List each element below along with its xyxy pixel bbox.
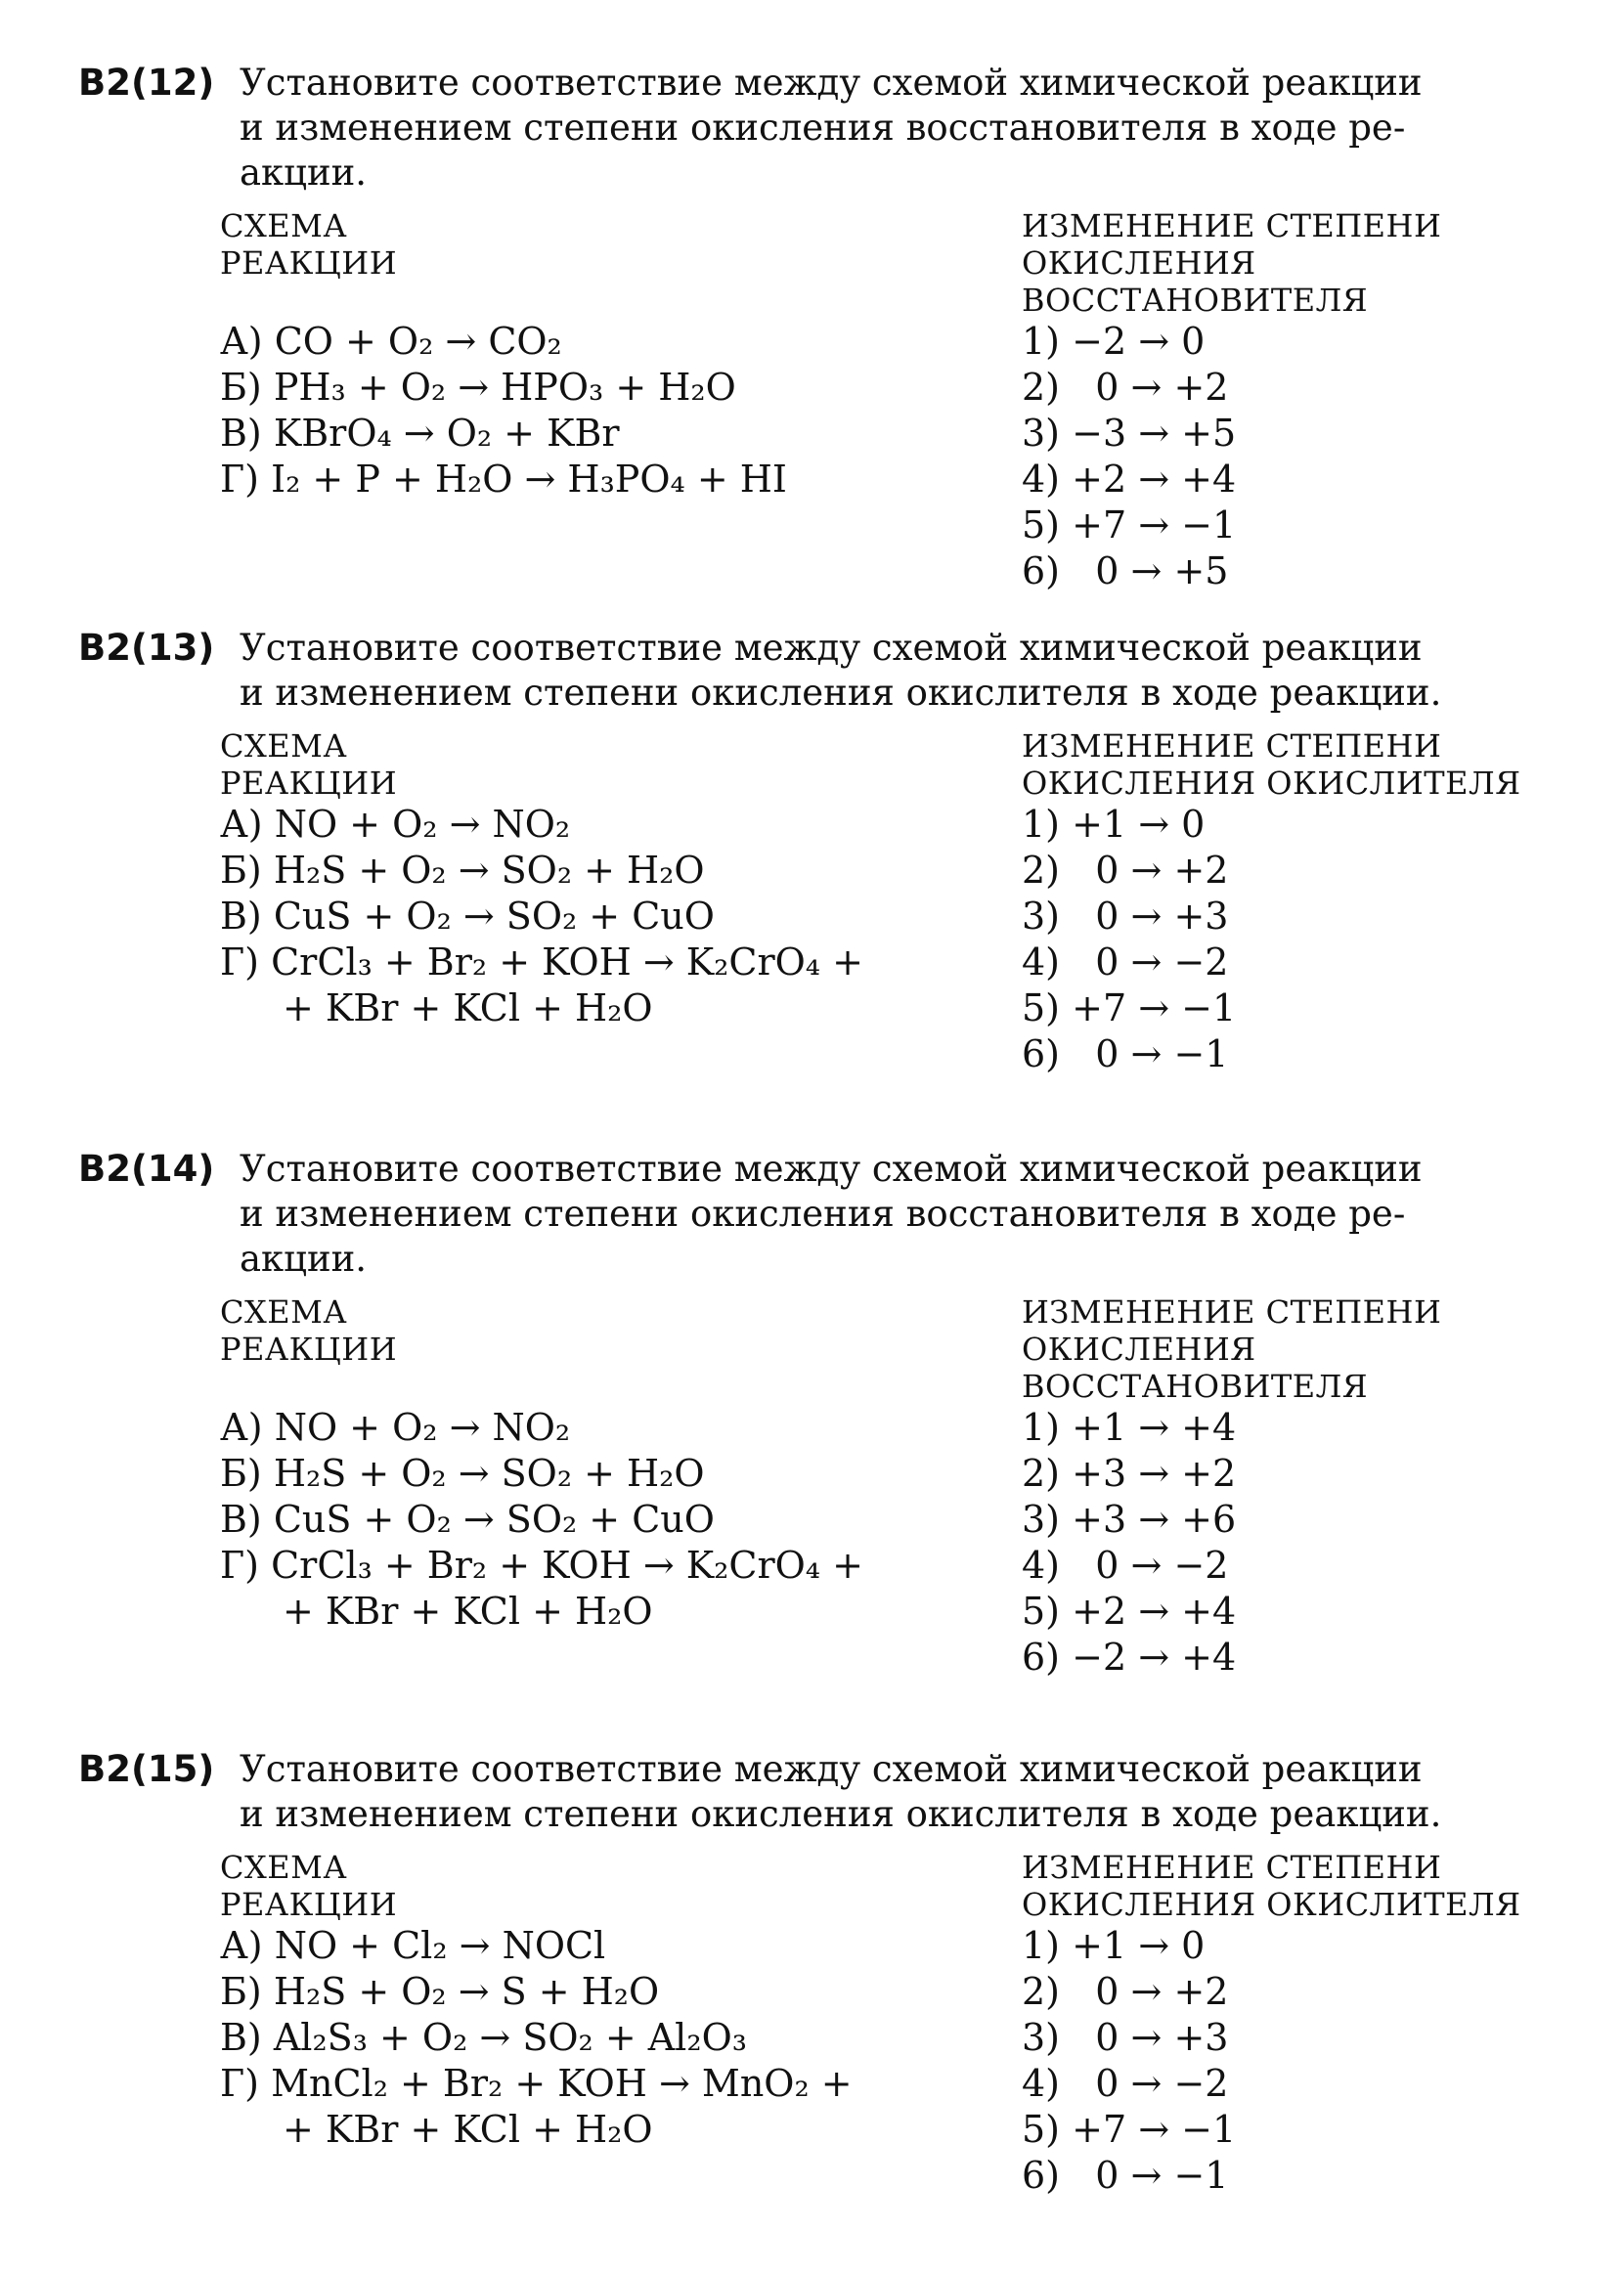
option-label: 1) (1022, 1406, 1061, 1449)
header-line: ВОССТАНОВИТЕЛЯ (1022, 1368, 1369, 1405)
column-header (220, 727, 904, 802)
option-6 (1022, 548, 1569, 594)
header-line: ИЗМЕНЕНИЕ СТЕПЕНИ (1022, 1849, 1442, 1886)
option-1 (1022, 1923, 1569, 1969)
option-label: 1) (1022, 803, 1061, 846)
option-label: 2) (1022, 1970, 1061, 2013)
option-value: 0 → +2 (1072, 1970, 1229, 2013)
option-6 (1022, 1635, 1569, 1681)
reaction-label: Г) (220, 458, 259, 501)
question-line: акции. (240, 152, 368, 194)
reaction-equation: PH₃ + O₂ → HPO₃ + H₂O (273, 366, 736, 409)
reaction-label: Г) (220, 2062, 259, 2105)
column-header (1022, 1293, 1569, 1405)
answer-column (1022, 1849, 1569, 2199)
option-value: 0 → −2 (1072, 940, 1229, 984)
reaction-equation: CuS + O₂ → SO₂ + CuO (273, 1498, 715, 1541)
option-value: +3 → +2 (1072, 1452, 1237, 1495)
task-question (240, 1147, 1559, 1282)
header-line: ОКИСЛЕНИЯ (1022, 244, 1256, 282)
option-value: 0 → +2 (1072, 849, 1229, 892)
option-label: 5) (1022, 503, 1061, 547)
reaction-v (220, 2015, 904, 2061)
reaction-label: Б) (220, 1452, 262, 1495)
option-1 (1022, 319, 1569, 365)
column-header (220, 1293, 904, 1368)
option-value: +2 → +4 (1072, 1590, 1237, 1633)
reaction-equation: Al₂S₃ + O₂ → SO₂ + Al₂O₃ (273, 2016, 747, 2059)
reaction-equation: H₂S + O₂ → S + H₂O (273, 1970, 660, 2013)
reaction-v (220, 1497, 904, 1543)
option-value: +2 → +4 (1072, 458, 1237, 501)
column-header (1022, 727, 1569, 802)
reaction-label: А) (220, 1924, 263, 1967)
header-line: СХЕМА (220, 207, 348, 244)
header-line: РЕАКЦИИ (220, 1886, 398, 1923)
reaction-equation: NO + O₂ → NO₂ (274, 803, 571, 846)
reaction-a (220, 1405, 904, 1451)
option-label: 5) (1022, 1590, 1061, 1633)
option-value: 0 → +5 (1072, 549, 1229, 592)
header-line: ОКИСЛЕНИЯ (1022, 1331, 1256, 1368)
option-label: 5) (1022, 2108, 1061, 2151)
header-line: СХЕМА (220, 727, 348, 765)
option-5 (1022, 2107, 1569, 2153)
reaction-equation: NO + Cl₂ → NOCl (274, 1924, 606, 1967)
header-line: СХЕМА (220, 1849, 348, 1886)
question-line: Установите соответствие между схемой химической реакции (240, 627, 1423, 669)
option-2 (1022, 848, 1569, 894)
answer-column (1022, 727, 1569, 1077)
option-label: 6) (1022, 549, 1061, 592)
reaction-label: А) (220, 803, 263, 846)
column-header (220, 207, 904, 282)
reaction-equation: KBrO₄ → O₂ + KBr (273, 412, 620, 455)
task-question (240, 626, 1559, 716)
reaction-equation: CrCl₃ + Br₂ + KOH → K₂CrO₄ + (271, 940, 863, 984)
reaction-b (220, 365, 904, 411)
option-label: 2) (1022, 1452, 1061, 1495)
option-value: 0 → −1 (1072, 2154, 1229, 2197)
reaction-continuation: + KBr + KCl + H₂O (283, 1590, 653, 1633)
task-b2-12 (78, 61, 1564, 592)
option-value: 0 → +3 (1072, 2016, 1229, 2059)
option-value: +7 → −1 (1072, 986, 1237, 1029)
option-5 (1022, 985, 1569, 1031)
header-line: ВОССТАНОВИТЕЛЯ (1022, 282, 1369, 319)
option-4 (1022, 457, 1569, 503)
task-number: B2(13) (78, 627, 215, 669)
option-6 (1022, 2153, 1569, 2199)
reaction-g (220, 457, 904, 503)
task-number: B2(12) (78, 62, 215, 104)
header-line: ИЗМЕНЕНИЕ СТЕПЕНИ (1022, 207, 1442, 244)
reaction-continuation: + KBr + KCl + H₂O (283, 2108, 653, 2151)
reaction-equation: H₂S + O₂ → SO₂ + H₂O (273, 1452, 705, 1495)
option-value: +7 → −1 (1072, 2108, 1237, 2151)
reaction-label: Б) (220, 366, 262, 409)
option-6 (1022, 1031, 1569, 1077)
reaction-equation: CO + O₂ → CO₂ (274, 320, 562, 363)
option-label: 6) (1022, 1032, 1061, 1075)
option-3 (1022, 894, 1569, 940)
option-3 (1022, 2015, 1569, 2061)
option-value: +3 → +6 (1072, 1498, 1237, 1541)
option-label: 6) (1022, 1636, 1061, 1679)
option-3 (1022, 1497, 1569, 1543)
option-4 (1022, 940, 1569, 985)
reaction-v (220, 411, 904, 457)
answer-column (1022, 207, 1569, 594)
reaction-equation: CrCl₃ + Br₂ + KOH → K₂CrO₄ + (271, 1544, 863, 1587)
header-line: РЕАКЦИИ (220, 1331, 398, 1368)
option-1 (1022, 802, 1569, 848)
option-2 (1022, 1451, 1569, 1497)
header-line: ОКИСЛЕНИЯ ОКИСЛИТЕЛЯ (1022, 765, 1521, 802)
header-line: РЕАКЦИИ (220, 244, 398, 282)
option-value: +1 → 0 (1072, 803, 1206, 846)
reaction-equation: I₂ + P + H₂O → H₃PO₄ + HI (271, 458, 787, 501)
reaction-g-continuation (220, 985, 904, 1031)
reaction-label: В) (220, 412, 262, 455)
option-label: 5) (1022, 986, 1061, 1029)
option-3 (1022, 411, 1569, 457)
option-value: −2 → 0 (1072, 320, 1206, 363)
question-line: и изменением степени окисления окислителя в ходе реакции. (240, 672, 1442, 714)
option-label: 1) (1022, 320, 1061, 363)
task-question (240, 61, 1559, 196)
reaction-label: В) (220, 1498, 262, 1541)
option-value: −3 → +5 (1072, 412, 1237, 455)
reaction-equation: MnCl₂ + Br₂ + KOH → MnO₂ + (271, 2062, 853, 2105)
header-line: СХЕМА (220, 1293, 348, 1331)
reaction-label: Г) (220, 940, 259, 984)
question-line: и изменением степени окисления восстановителя в ходе ре- (240, 1193, 1406, 1235)
reaction-label: А) (220, 320, 263, 363)
reaction-label: В) (220, 895, 262, 938)
reaction-column (220, 727, 904, 1031)
question-line: и изменением степени окисления восстановителя в ходе ре- (240, 107, 1406, 149)
reaction-equation: CuS + O₂ → SO₂ + CuO (273, 895, 715, 938)
reaction-v (220, 894, 904, 940)
option-label: 3) (1022, 1498, 1061, 1541)
answer-column (1022, 1293, 1569, 1681)
question-line: Установите соответствие между схемой химической реакции (240, 1148, 1423, 1190)
option-label: 4) (1022, 2062, 1061, 2105)
reaction-equation: NO + O₂ → NO₂ (274, 1406, 571, 1449)
option-value: 0 → −1 (1072, 1032, 1229, 1075)
option-value: 0 → −2 (1072, 1544, 1229, 1587)
option-label: 4) (1022, 1544, 1061, 1587)
header-line: РЕАКЦИИ (220, 765, 398, 802)
reaction-b (220, 1451, 904, 1497)
reaction-g (220, 2061, 904, 2107)
task-b2-14 (78, 1147, 1564, 1679)
option-label: 3) (1022, 412, 1061, 455)
option-label: 2) (1022, 366, 1061, 409)
option-label: 6) (1022, 2154, 1061, 2197)
reaction-column (220, 1849, 904, 2153)
task-number: B2(15) (78, 1748, 215, 1790)
reaction-label: В) (220, 2016, 262, 2059)
reaction-b (220, 1969, 904, 2015)
reaction-label: Б) (220, 849, 262, 892)
option-label: 4) (1022, 940, 1061, 984)
question-line: Установите соответствие между схемой химической реакции (240, 1748, 1423, 1790)
option-label: 4) (1022, 458, 1061, 501)
reaction-g-continuation (220, 2107, 904, 2153)
column-header (1022, 1849, 1569, 1923)
task-b2-13 (78, 626, 1564, 1075)
option-4 (1022, 2061, 1569, 2107)
task-number: B2(14) (78, 1148, 215, 1190)
reaction-continuation: + KBr + KCl + H₂O (283, 986, 653, 1029)
reaction-label: Г) (220, 1544, 259, 1587)
header-line: ОКИСЛЕНИЯ ОКИСЛИТЕЛЯ (1022, 1886, 1521, 1923)
question-line: акции. (240, 1238, 368, 1280)
option-value: 0 → +2 (1072, 366, 1229, 409)
option-5 (1022, 1589, 1569, 1635)
option-4 (1022, 1543, 1569, 1589)
reaction-g-continuation (220, 1589, 904, 1635)
reaction-equation: H₂S + O₂ → SO₂ + H₂O (273, 849, 705, 892)
option-value: +7 → −1 (1072, 503, 1237, 547)
reaction-a (220, 802, 904, 848)
option-value: −2 → +4 (1072, 1636, 1237, 1679)
task-question (240, 1747, 1559, 1837)
reaction-a (220, 1923, 904, 1969)
option-label: 3) (1022, 895, 1061, 938)
column-header (1022, 207, 1569, 319)
option-1 (1022, 1405, 1569, 1451)
question-line: Установите соответствие между схемой химической реакции (240, 62, 1423, 104)
option-label: 2) (1022, 849, 1061, 892)
option-value: +1 → +4 (1072, 1406, 1237, 1449)
reaction-a (220, 319, 904, 365)
column-header (220, 1849, 904, 1923)
reaction-b (220, 848, 904, 894)
reaction-label: А) (220, 1406, 263, 1449)
reaction-column (220, 207, 904, 503)
question-line: и изменением степени окисления окислителя в ходе реакции. (240, 1793, 1442, 1835)
option-2 (1022, 1969, 1569, 2015)
option-label: 3) (1022, 2016, 1061, 2059)
option-2 (1022, 365, 1569, 411)
header-line: ИЗМЕНЕНИЕ СТЕПЕНИ (1022, 727, 1442, 765)
option-value: 0 → −2 (1072, 2062, 1229, 2105)
reaction-label: Б) (220, 1970, 262, 2013)
reaction-column (220, 1293, 904, 1635)
reaction-g (220, 940, 904, 985)
option-5 (1022, 503, 1569, 548)
reaction-g (220, 1543, 904, 1589)
option-value: 0 → +3 (1072, 895, 1229, 938)
option-label: 1) (1022, 1924, 1061, 1967)
header-line: ИЗМЕНЕНИЕ СТЕПЕНИ (1022, 1293, 1442, 1331)
task-b2-15 (78, 1747, 1564, 2197)
option-value: +1 → 0 (1072, 1924, 1206, 1967)
